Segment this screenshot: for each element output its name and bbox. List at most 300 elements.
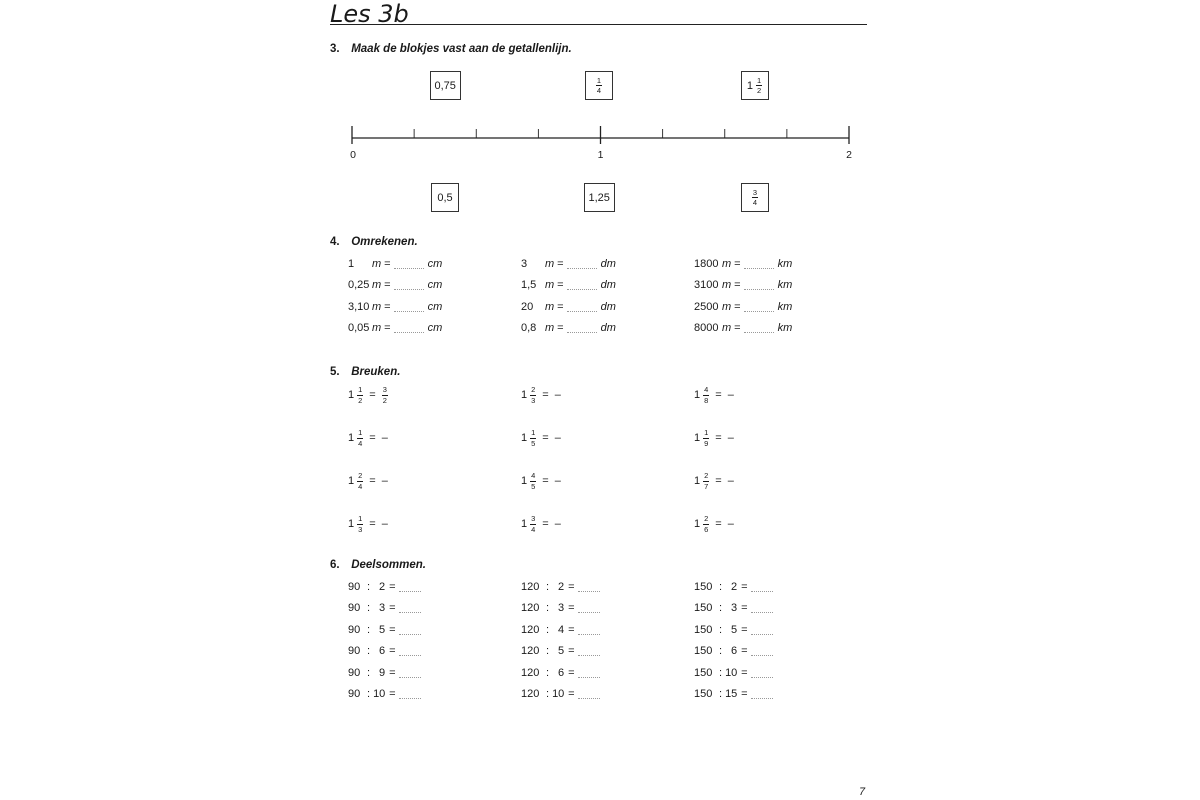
division-row (348, 581, 421, 593)
number-line-label: 1 (597, 149, 604, 161)
conversion-equals: = (734, 258, 741, 270)
division-row (348, 624, 421, 636)
fraction (357, 386, 363, 404)
answer-blank[interactable] (567, 324, 597, 333)
fraction-denominator: 8 (704, 395, 709, 405)
division-row (521, 667, 600, 679)
division-equals: = (741, 602, 748, 614)
fraction-denominator: 5 (531, 481, 536, 491)
exercise-5-heading (330, 366, 400, 378)
divisor: 2 (557, 581, 565, 593)
fraction-exercise (521, 472, 561, 490)
divisor: 10 (373, 688, 386, 700)
dividend: 150 (694, 602, 713, 614)
division-row (694, 667, 773, 679)
division-row (694, 581, 773, 593)
block-value: 0,5 (437, 191, 453, 204)
division-sign: : (546, 581, 550, 593)
division-row (521, 624, 600, 636)
number-block[interactable] (431, 183, 459, 212)
conversion-equals: = (734, 322, 741, 334)
conversion-from-unit: m (722, 279, 732, 291)
title-rule (330, 24, 867, 25)
fraction-numerator: 1 (596, 75, 602, 85)
conversion-row (521, 301, 616, 313)
answer-blank[interactable]: – (554, 432, 561, 444)
division-sign: : (367, 581, 371, 593)
conversion-row (694, 258, 792, 270)
conversion-equals: = (384, 258, 391, 270)
fraction-denominator: 4 (358, 438, 363, 448)
conversion-to-unit: dm (600, 258, 616, 270)
fraction-equals: = (369, 389, 376, 401)
answer-blank[interactable] (751, 690, 773, 699)
dividend: 150 (694, 645, 713, 657)
division-sign: : (367, 667, 371, 679)
answer-blank[interactable] (744, 324, 774, 333)
divisor: 5 (378, 624, 386, 636)
number-line (340, 118, 870, 168)
division-sign: : (367, 624, 371, 636)
division-sign: : (719, 624, 723, 636)
divisor: 6 (730, 645, 738, 657)
division-sign: : (546, 688, 550, 700)
conversion-equals: = (384, 322, 391, 334)
fraction-numerator: 3 (752, 187, 758, 197)
division-equals: = (741, 581, 748, 593)
answer-blank[interactable] (567, 260, 597, 269)
answer-blank[interactable] (751, 604, 773, 613)
exercise-3-title: Maak de blokjes vast aan de getallenlijn. (351, 43, 572, 55)
block-value: 0,75 (434, 79, 456, 92)
dividend: 90 (348, 581, 361, 593)
answer-blank[interactable] (751, 626, 773, 635)
answer-blank[interactable]: – (381, 432, 388, 444)
fraction-numerator: 1 (704, 428, 709, 437)
divisor: 5 (557, 645, 565, 657)
conversion-row (694, 322, 792, 334)
division-sign: : (719, 602, 723, 614)
answer-blank[interactable] (567, 281, 597, 290)
answer-blank[interactable] (394, 303, 424, 312)
dividend: 120 (521, 602, 540, 614)
answer-blank[interactable] (394, 260, 424, 269)
conversion-equals: = (384, 301, 391, 313)
fraction-numerator: 1 (756, 75, 762, 85)
fraction-denominator: 4 (596, 86, 602, 95)
conversion-equals: = (734, 279, 741, 291)
fraction-exercise (521, 386, 561, 404)
conversion-to-unit: dm (600, 279, 616, 291)
conversion-row (348, 258, 442, 270)
division-row (348, 602, 421, 614)
conversion-equals: = (557, 258, 564, 270)
number-block[interactable] (584, 183, 615, 212)
conversion-from-unit: m (372, 258, 382, 270)
division-sign: : (546, 602, 550, 614)
mixed-whole: 1 (694, 518, 701, 530)
answer-blank[interactable]: – (727, 475, 734, 487)
dividend: 120 (521, 581, 540, 593)
conversion-from-unit: m (372, 279, 382, 291)
conversion-row (348, 301, 442, 313)
fraction-denominator: 4 (752, 198, 758, 207)
number-block[interactable] (741, 183, 769, 212)
number-block[interactable] (430, 71, 461, 100)
divisor: 2 (378, 581, 386, 593)
division-sign: : (546, 624, 550, 636)
fraction-denominator: 4 (358, 481, 363, 491)
mixed-whole: 1 (694, 432, 701, 444)
answer-blank[interactable] (751, 583, 773, 592)
exercise-4-title: Omrekenen. (351, 236, 418, 248)
conversion-from-unit: m (722, 322, 732, 334)
fraction-exercise (694, 386, 734, 404)
answer-blank[interactable]: – (554, 475, 561, 487)
fraction-numerator: 3 (382, 385, 387, 394)
answer-blank[interactable]: – (727, 518, 734, 530)
fraction-equals: = (542, 518, 549, 530)
conversion-from-unit: m (545, 258, 555, 270)
fraction-equals: = (715, 475, 722, 487)
mixed-whole: 1 (348, 432, 355, 444)
fraction-exercise (521, 515, 561, 533)
conversion-row (521, 258, 616, 270)
answer-blank[interactable] (578, 669, 600, 678)
page-number: 7 (859, 786, 866, 798)
fraction-equals: = (542, 432, 549, 444)
division-equals: = (389, 688, 396, 700)
answer-blank[interactable] (751, 647, 773, 656)
exercise-3-number: 3. (330, 43, 340, 55)
answer-blank[interactable] (744, 281, 774, 290)
fraction (530, 386, 536, 404)
fraction-denominator: 3 (531, 395, 536, 405)
answer-blank[interactable] (751, 669, 773, 678)
number-block[interactable] (585, 71, 613, 100)
answer-blank[interactable]: – (381, 518, 388, 530)
divisor: 3 (378, 602, 386, 614)
dividend: 90 (348, 688, 361, 700)
answer-blank[interactable]: – (727, 432, 734, 444)
dividend: 90 (348, 645, 361, 657)
fraction-equals: = (369, 432, 376, 444)
fraction (703, 472, 709, 490)
fraction-exercise (348, 429, 388, 447)
conversion-equals: = (384, 279, 391, 291)
division-row (694, 645, 773, 657)
divisor: 4 (557, 624, 565, 636)
division-row (521, 645, 600, 657)
fraction-exercise (694, 429, 734, 447)
fraction-denominator: 6 (704, 524, 709, 534)
answer-blank[interactable] (578, 690, 600, 699)
dividend: 120 (521, 667, 540, 679)
fraction-numerator: 3 (531, 514, 536, 523)
exercise-6-number: 6. (330, 559, 340, 571)
page-title: Les 3b (330, 0, 409, 28)
conversion-value: 2500 (694, 301, 719, 313)
conversion-equals: = (557, 322, 564, 334)
conversion-row (348, 279, 442, 291)
division-equals: = (568, 581, 575, 593)
exercise-6-heading (330, 559, 426, 571)
answer-blank[interactable] (578, 604, 600, 613)
fraction-numerator: 4 (704, 385, 709, 394)
fraction-denominator: 7 (704, 481, 709, 491)
divisor: 10 (725, 667, 738, 679)
mixed-whole: 1 (348, 518, 355, 530)
division-equals: = (568, 688, 575, 700)
number-line-label: 0 (350, 149, 356, 161)
exercise-4-heading (330, 236, 418, 248)
division-sign: : (367, 688, 371, 700)
conversion-value: 8000 (694, 322, 719, 334)
fraction-equals: = (542, 389, 549, 401)
division-sign: : (367, 645, 371, 657)
division-sign: : (719, 667, 723, 679)
fraction-numerator: 1 (531, 428, 536, 437)
answer-blank[interactable] (399, 669, 421, 678)
fraction (530, 472, 536, 490)
fraction-denominator: 2 (358, 395, 363, 405)
conversion-value: 0,05 (348, 322, 370, 334)
answer-blank[interactable] (394, 324, 424, 333)
fraction-equals: = (369, 518, 376, 530)
dividend: 90 (348, 602, 361, 614)
division-sign: : (546, 645, 550, 657)
answer-blank[interactable] (578, 626, 600, 635)
fraction-exercise (348, 515, 388, 533)
answer-blank[interactable] (399, 626, 421, 635)
fraction-exercise (348, 386, 389, 404)
division-equals: = (741, 645, 748, 657)
conversion-to-unit: km (777, 279, 793, 291)
division-equals: = (389, 581, 396, 593)
divisor: 6 (557, 667, 565, 679)
fraction (382, 386, 388, 404)
conversion-value: 3 (521, 258, 528, 270)
fraction (703, 515, 709, 533)
divisor: 9 (378, 667, 386, 679)
fraction-denominator: 9 (704, 438, 709, 448)
block-value: 1,25 (588, 191, 610, 204)
divisor: 2 (730, 581, 738, 593)
divisor: 10 (552, 688, 565, 700)
fraction-denominator: 3 (358, 524, 363, 534)
division-row (694, 602, 773, 614)
conversion-from-unit: m (372, 322, 382, 334)
exercise-4-number: 4. (330, 236, 340, 248)
fraction-numerator: 2 (704, 471, 709, 480)
conversion-from-unit: m (545, 301, 555, 313)
exercise-6-title: Deelsommen. (351, 559, 426, 571)
answer-blank[interactable] (567, 303, 597, 312)
division-equals: = (568, 667, 575, 679)
block-whole: 1 (746, 79, 753, 92)
conversion-row (694, 301, 792, 313)
dividend: 150 (694, 688, 713, 700)
dividend: 120 (521, 645, 540, 657)
conversion-value: 3100 (694, 279, 719, 291)
exercise-5-title: Breuken. (351, 366, 401, 378)
conversion-to-unit: km (777, 258, 793, 270)
dividend: 150 (694, 667, 713, 679)
fraction-denominator: 2 (382, 395, 387, 405)
division-row (348, 645, 421, 657)
conversion-from-unit: m (545, 322, 555, 334)
mixed-whole: 1 (694, 475, 701, 487)
divisor: 6 (378, 645, 386, 657)
answer-blank[interactable] (399, 583, 421, 592)
conversion-value: 1800 (694, 258, 719, 270)
fraction-exercise (694, 472, 734, 490)
answer-blank[interactable] (744, 260, 774, 269)
mixed-whole: 1 (521, 432, 528, 444)
conversion-value: 3,10 (348, 301, 370, 313)
fraction (756, 77, 762, 95)
fraction (357, 472, 363, 490)
fraction (530, 515, 536, 533)
division-row (521, 602, 600, 614)
fraction-numerator: 1 (358, 385, 363, 394)
division-equals: = (568, 645, 575, 657)
dividend: 120 (521, 688, 540, 700)
conversion-equals: = (557, 279, 564, 291)
fraction (703, 429, 709, 447)
fraction-equals: = (542, 475, 549, 487)
divisor: 3 (557, 602, 565, 614)
fraction (357, 429, 363, 447)
conversion-row (694, 279, 792, 291)
conversion-value: 1 (348, 258, 355, 270)
conversion-to-unit: cm (427, 258, 443, 270)
fraction (357, 515, 363, 533)
division-sign: : (719, 688, 723, 700)
answer-blank[interactable]: – (727, 389, 734, 401)
fraction (703, 386, 709, 404)
answer-blank[interactable] (399, 690, 421, 699)
division-equals: = (389, 624, 396, 636)
division-row (694, 624, 773, 636)
conversion-to-unit: cm (427, 322, 443, 334)
dividend: 150 (694, 581, 713, 593)
conversion-from-unit: m (722, 301, 732, 313)
fraction-denominator: 4 (531, 524, 536, 534)
answer-blank[interactable] (399, 604, 421, 613)
division-sign: : (719, 581, 723, 593)
conversion-to-unit: cm (427, 301, 443, 313)
mixed-whole: 1 (521, 518, 528, 530)
fraction-numerator: 1 (358, 428, 363, 437)
fraction-equals: = (715, 518, 722, 530)
conversion-from-unit: m (545, 279, 555, 291)
answer-blank[interactable]: – (381, 475, 388, 487)
conversion-from-unit: m (722, 258, 732, 270)
conversion-to-unit: km (777, 322, 793, 334)
fraction (596, 77, 602, 95)
answer-blank[interactable]: – (554, 389, 561, 401)
conversion-to-unit: dm (600, 322, 616, 334)
mixed-whole: 1 (521, 389, 528, 401)
conversion-to-unit: dm (600, 301, 616, 313)
dividend: 90 (348, 667, 361, 679)
dividend: 150 (694, 624, 713, 636)
conversion-value: 0,8 (521, 322, 537, 334)
conversion-equals: = (557, 301, 564, 313)
division-equals: = (389, 667, 396, 679)
dividend: 90 (348, 624, 361, 636)
fraction (530, 429, 536, 447)
division-equals: = (568, 624, 575, 636)
fraction-numerator: 1 (358, 514, 363, 523)
mixed-whole: 1 (521, 475, 528, 487)
divisor: 15 (725, 688, 738, 700)
answer-blank[interactable] (394, 281, 424, 290)
division-sign: : (719, 645, 723, 657)
division-row (521, 688, 600, 700)
division-equals: = (568, 602, 575, 614)
division-row (348, 667, 421, 679)
answer-blank[interactable]: – (554, 518, 561, 530)
conversion-value: 0,25 (348, 279, 370, 291)
fraction-denominator: 2 (756, 86, 762, 95)
division-equals: = (389, 645, 396, 657)
division-row (521, 581, 600, 593)
conversion-row (521, 279, 616, 291)
fraction-equals: = (369, 475, 376, 487)
fraction (752, 189, 758, 207)
division-row (348, 688, 421, 700)
mixed-whole: 1 (348, 389, 355, 401)
division-equals: = (741, 667, 748, 679)
fraction-numerator: 2 (358, 471, 363, 480)
divisor: 5 (730, 624, 738, 636)
conversion-equals: = (734, 301, 741, 313)
division-equals: = (389, 602, 396, 614)
fraction-exercise (348, 472, 388, 490)
conversion-to-unit: cm (427, 279, 443, 291)
division-equals: = (741, 688, 748, 700)
conversion-value: 20 (521, 301, 534, 313)
exercise-5-number: 5. (330, 366, 340, 378)
division-equals: = (741, 624, 748, 636)
mixed-whole: 1 (348, 475, 355, 487)
number-block[interactable] (741, 71, 769, 100)
fraction-exercise (521, 429, 561, 447)
answer-blank[interactable] (578, 583, 600, 592)
dividend: 120 (521, 624, 540, 636)
fraction-equals: = (715, 389, 722, 401)
conversion-from-unit: m (372, 301, 382, 313)
division-row (694, 688, 773, 700)
conversion-to-unit: km (777, 301, 793, 313)
mixed-whole: 1 (694, 389, 701, 401)
answer-blank[interactable] (578, 647, 600, 656)
conversion-row (521, 322, 616, 334)
fraction-numerator: 4 (531, 471, 536, 480)
division-sign: : (367, 602, 371, 614)
division-sign: : (546, 667, 550, 679)
fraction-exercise (694, 515, 734, 533)
answer-blank[interactable] (744, 303, 774, 312)
exercise-3-heading (330, 43, 572, 55)
divisor: 3 (730, 602, 738, 614)
conversion-value: 1,5 (521, 279, 537, 291)
fraction-denominator: 5 (531, 438, 536, 448)
number-line-label: 2 (846, 149, 852, 161)
answer-blank[interactable] (399, 647, 421, 656)
